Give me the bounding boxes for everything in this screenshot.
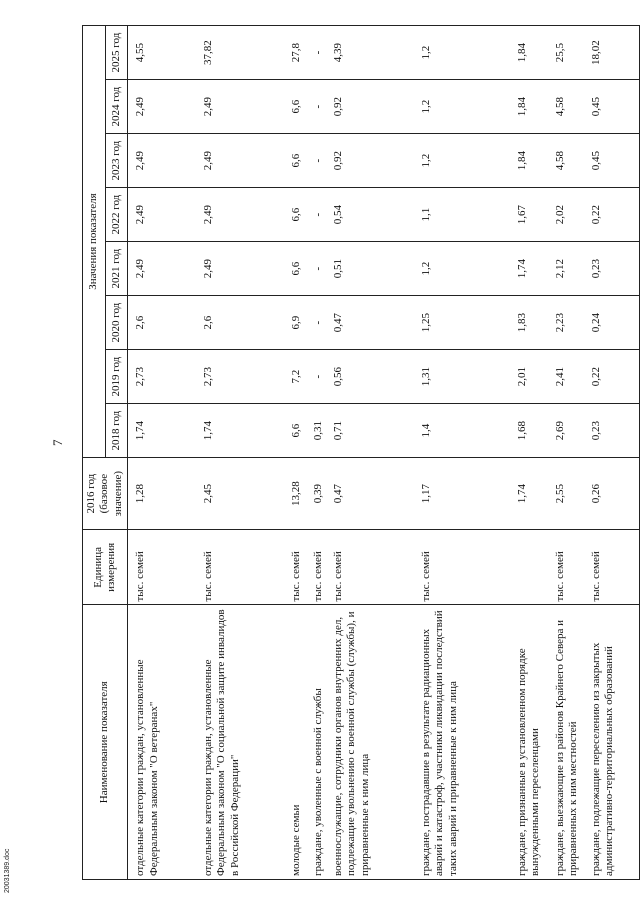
row-value: 6,9	[288, 296, 310, 350]
row-value: 4,58	[552, 134, 588, 188]
row-value: 0,23	[588, 242, 640, 296]
row-value: 1,25	[418, 296, 514, 350]
row-value: 2,73	[200, 350, 288, 404]
row-value: 0,47	[330, 296, 418, 350]
row-value: 2,49	[128, 134, 200, 188]
row-value: 4,58	[552, 80, 588, 134]
row-value: 2,73	[128, 350, 200, 404]
row-unit: тыс. семей	[418, 530, 514, 605]
row-name: военнослужащие, сотрудники органов внутренних дел, подлежащие увольнению с военной службы (службы), и приравненные к ним лица	[330, 605, 418, 880]
row-value: 2,49	[128, 242, 200, 296]
header-year: 2018 год	[105, 404, 128, 458]
row-unit	[514, 530, 552, 605]
row-value: 0,45	[588, 80, 640, 134]
row-base: 1,17	[418, 458, 514, 530]
row-unit: тыс. семей	[310, 530, 330, 605]
row-value: 2,02	[552, 188, 588, 242]
row-value: 0,22	[588, 350, 640, 404]
row-base: 1,74	[514, 458, 552, 530]
row-value: -	[310, 188, 330, 242]
row-name: граждане, выезжающие из районов Крайнего Севера и приравненных к ним местностей	[552, 605, 588, 880]
table-row	[288, 26, 310, 880]
row-value: -	[310, 134, 330, 188]
row-value: 0,51	[330, 242, 418, 296]
header-year: 2022 год	[105, 188, 128, 242]
row-value: 2,69	[552, 404, 588, 458]
row-unit: тыс. семей	[288, 530, 310, 605]
row-value: 1,2	[418, 26, 514, 80]
row-value: 2,01	[514, 350, 552, 404]
row-value: 7,2	[288, 350, 310, 404]
header-base: 2016 год (базовое значение)	[83, 458, 128, 530]
row-base: 0,39	[310, 458, 330, 530]
row-value: 0,24	[588, 296, 640, 350]
row-base: 13,28	[288, 458, 310, 530]
row-value: 0,23	[588, 404, 640, 458]
row-value: 1,31	[418, 350, 514, 404]
row-value: 0,31	[310, 404, 330, 458]
row-value: 25,5	[552, 26, 588, 80]
row-base: 2,45	[200, 458, 288, 530]
row-value: 0,45	[588, 134, 640, 188]
row-value: -	[310, 296, 330, 350]
row-value: 1,2	[418, 242, 514, 296]
row-value: 1,68	[514, 404, 552, 458]
row-value: 2,49	[128, 80, 200, 134]
row-value: 1,84	[514, 80, 552, 134]
row-value: 18,02	[588, 26, 640, 80]
header-year: 2020 год	[105, 296, 128, 350]
row-value: 1,74	[514, 242, 552, 296]
indicators-table	[82, 25, 640, 880]
row-unit: тыс. семей	[330, 530, 418, 605]
row-name: граждане, пострадавшие в результате радиационных аварий и катастроф, участники ликвидации последствий таких аварий и приравненные к ним лица	[418, 605, 514, 880]
row-name: граждане, подлежащие переселению из закрытых административно-территориальных образований	[588, 605, 640, 880]
header-year: 2024 год	[105, 80, 128, 134]
row-value: 2,49	[200, 134, 288, 188]
row-base: 1,28	[128, 458, 200, 530]
table-row	[128, 26, 200, 880]
row-value: -	[310, 350, 330, 404]
row-value: 2,6	[128, 296, 200, 350]
row-value: 2,12	[552, 242, 588, 296]
row-value: 1,84	[514, 26, 552, 80]
row-name: граждане, признанные в установленном порядке вынужденными переселенцами	[514, 605, 552, 880]
row-unit: тыс. семей	[128, 530, 200, 605]
row-value: 1,84	[514, 134, 552, 188]
row-value: 1,74	[128, 404, 200, 458]
row-value: 1,2	[418, 134, 514, 188]
table-row	[310, 26, 330, 880]
row-base: 0,47	[330, 458, 418, 530]
row-name: отдельные категории граждан, установленные Федеральным законом "О социальной защите инвалидов в Российской Федерации"	[200, 605, 288, 880]
header-name: Наименование показателя	[83, 605, 128, 880]
row-value: -	[310, 80, 330, 134]
row-value: 1,4	[418, 404, 514, 458]
rotated-page-content	[82, 25, 616, 880]
row-value: 6,6	[288, 188, 310, 242]
row-value: 4,55	[128, 26, 200, 80]
row-value: 2,49	[200, 80, 288, 134]
header-year: 2019 год	[105, 350, 128, 404]
row-value: 0,92	[330, 134, 418, 188]
row-value: 1,2	[418, 80, 514, 134]
row-value: 0,71	[330, 404, 418, 458]
table-row	[330, 26, 418, 880]
row-unit: тыс. семей	[200, 530, 288, 605]
header-unit: Единица измерения	[83, 530, 128, 605]
row-value: 1,74	[200, 404, 288, 458]
row-value: 4,39	[330, 26, 418, 80]
row-value: 0,92	[330, 80, 418, 134]
row-value: 0,54	[330, 188, 418, 242]
header-year: 2023 год	[105, 134, 128, 188]
table-row	[588, 26, 640, 880]
row-value: 1,1	[418, 188, 514, 242]
table-row	[200, 26, 288, 880]
page-number: 7	[50, 439, 65, 446]
row-value: 37,82	[200, 26, 288, 80]
row-value: 0,56	[330, 350, 418, 404]
row-value: 2,6	[200, 296, 288, 350]
row-value: 6,6	[288, 134, 310, 188]
row-name: отдельные категории граждан, установленные Федеральным законом "О ветеранах"	[128, 605, 200, 880]
row-value: 2,23	[552, 296, 588, 350]
header-group: Значения показателя	[83, 26, 106, 458]
row-unit: тыс. семей	[552, 530, 588, 605]
footer-filename: 20031389.doc	[4, 848, 11, 893]
table-row	[552, 26, 588, 880]
table-row	[514, 26, 552, 880]
row-value: 1,67	[514, 188, 552, 242]
row-value: 1,83	[514, 296, 552, 350]
header-year: 2025 год	[105, 26, 128, 80]
row-value: 0,22	[588, 188, 640, 242]
row-unit: тыс. семей	[588, 530, 640, 605]
row-value: 6,6	[288, 242, 310, 296]
row-value: 2,49	[200, 242, 288, 296]
row-value: 27,8	[288, 26, 310, 80]
row-name: молодые семьи	[288, 605, 310, 880]
row-value: 6,6	[288, 80, 310, 134]
table-row	[418, 26, 514, 880]
row-value: -	[310, 26, 330, 80]
row-base: 0,26	[588, 458, 640, 530]
row-value: 2,49	[200, 188, 288, 242]
row-value: 6,6	[288, 404, 310, 458]
row-value: 2,41	[552, 350, 588, 404]
row-base: 2,55	[552, 458, 588, 530]
row-value: 2,49	[128, 188, 200, 242]
row-name: граждане, уволенные с военной службы	[310, 605, 330, 880]
header-year: 2021 год	[105, 242, 128, 296]
row-value: -	[310, 242, 330, 296]
